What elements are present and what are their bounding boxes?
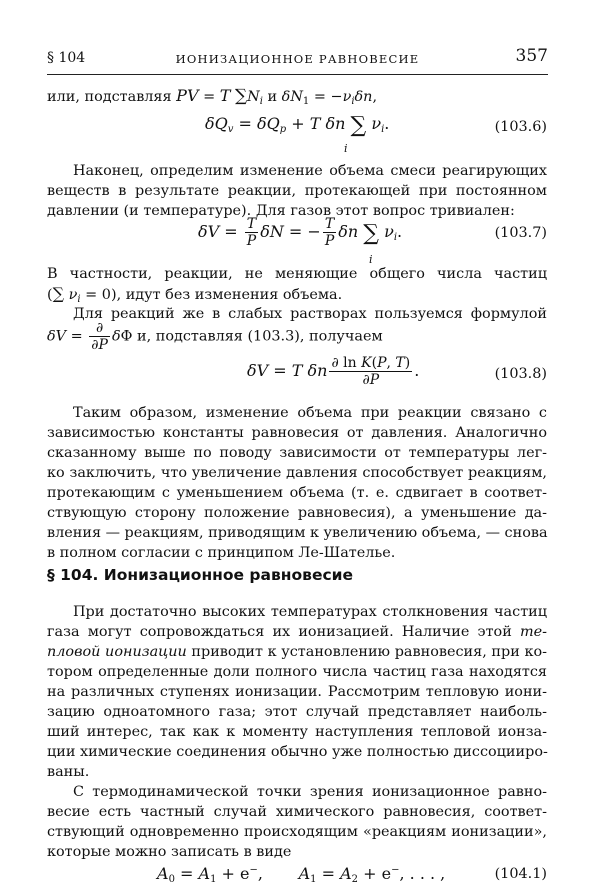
text-line: зависимостью константы равновесия от давления. Аналогично [47,425,547,441]
text-line: газа могут сопровождаться их ионизацией. Наличие этой те- [47,624,547,640]
text-line: протекающим с уменьшением объема (т. е. сдвигает в соответ- [47,485,547,501]
text-line: которые можно записать в виде [47,844,292,860]
sum-index: i [369,253,373,266]
text-line: ко заключить, что увеличение давления способствует реакциям, [47,465,547,481]
text-line: Таким образом, изменение объема при реакции связано с [73,405,547,421]
text-line: ствующий одновременно происходящим «реакциям ионизации», [47,824,547,840]
equation-number: (104.1) [494,866,547,882]
text-line: или, подставляя PV = T $\sum N_i$ и $\delta N_1 = -\nu_i\delta n$, [47,86,378,107]
text-line: δV = $\frac{\partial}{\partial P}$ δΦ и, подставляя (103.3), получаем [47,320,383,353]
equation-104-1: $A_0 = A_1 + e^-$, $A_1 = A_2 + e^-$, . . . , [157,864,446,885]
text-line: сказанному выше по поводу зависимости от температуры лег- [47,445,547,461]
text-line: Наконец, определим изменение объема смеси реагирующих [73,163,547,179]
text-line: веществ в результате реакции, протекающей при постоянном [47,183,547,199]
text-line: на различных ступенях ионизации. Рассмотрим тепловую иони- [47,684,547,700]
equation-number: (103.6) [494,119,547,135]
equation-103-6: $\delta Q_v = \delta Q_p + T$ δn ∑ $\nu_i$. [205,113,390,138]
text-line: вления — реакциям, приводящим к увеличению объема, — снова [47,525,548,541]
page-number: 357 [515,46,548,66]
text-line: С термодинамической точки зрения ионизационное равно- [73,784,547,800]
text-line: При достаточно высоких температурах столкновения частиц [73,604,547,620]
text-line: ваны. [47,764,90,780]
equation-103-8: δV = T δn $\frac{\text{∂ ln K(P, T)}}{\partial P}$ . [247,355,420,388]
sum-index: i [344,142,348,155]
equation-number: (103.7) [494,225,547,241]
text-line: ствующую сторону положение равновесия), а уменьшение да- [47,505,547,521]
header-section: § 104 [47,50,86,66]
text-line: пловой ионизации приводит к установлению равновесия, при ко- [47,644,547,660]
running-head [47,46,548,75]
section-heading: § 104. Ионизационное равновесие [47,566,354,584]
text-line: в полном согласии с принципом Ле-Шателье. [47,545,396,561]
text-line: тором определенные доли полного числа частиц газа находятся [47,664,547,680]
text-line: Для реакций же в слабых растворах пользуемся формулой [73,306,547,322]
text-line: ший интерес, так как к моменту наступления тепловой ионза- [47,724,547,740]
equation-number: (103.8) [494,366,547,382]
text-line: зацию одноатомного газа; этот случай представляет наиболь- [47,704,547,720]
header-title: ИОНИЗАЦИОННОЕ РАВНОВЕСИЕ [175,52,420,66]
text-line: весие есть частный случай химического равновесия, соответ- [47,804,547,820]
text-line: В частности, реакции, не меняющие общего числа частиц [47,266,547,282]
text-line: ции химические соединения обычно уже полностью диссоцииро- [47,744,548,760]
text-line: давлении (и температуре). Для газов этот вопрос тривиален: [47,203,515,219]
text-line: (∑ $\nu_i = 0$), идут без изменения объема. [47,284,343,305]
equation-103-7: δV = $\frac{T}{P}$ δN = − $\frac{T}{P}$ δn ∑ $\nu_i$. [198,216,403,249]
